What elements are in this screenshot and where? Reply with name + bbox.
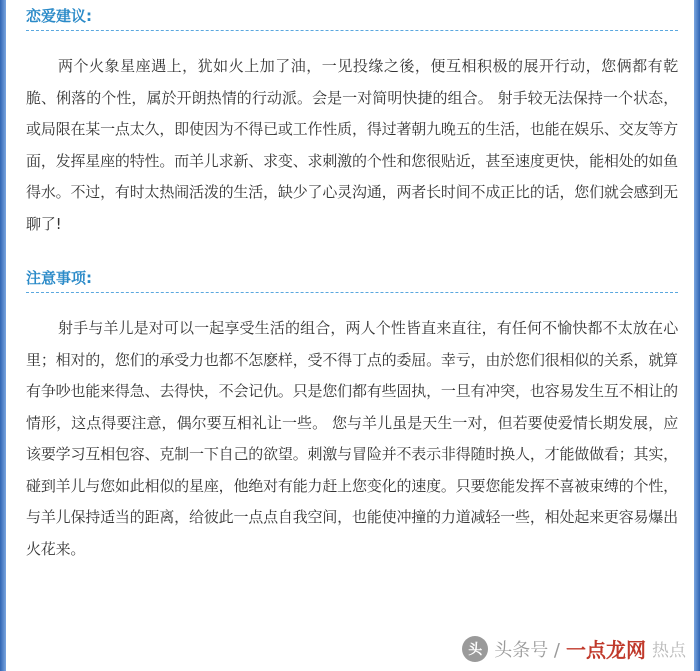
watermark [462, 634, 686, 663]
section-notes [26, 262, 678, 565]
dashed-divider [26, 292, 678, 293]
section-heading: 恋爱建议: [26, 7, 92, 25]
section-paragraph: 两个火象星座遇上，犹如火上加了油，一见投缘之後，便互相积极的展开行动，您俩都有乾脆、俐落的个性，属於开朗热情的行动派。会是一对简明快捷的组合。 射手较无法保持一个状态，或局限在某一点太久，即使因为不得已或工作性质，得过著朝九晚五的生活，也能在娱乐、交友等方面，发挥星座的特性。而羊儿求新、求变、求刺激的个性和您很贴近，甚至速度更快，能相处的如鱼得水。不过，有时太热闹活泼的生活，缺少了心灵沟通，两者长时间不成正比的话，您们就会感到无聊了! [26, 57, 678, 233]
section-love-advice [26, 0, 678, 240]
right-frame-border [694, 0, 700, 671]
section-heading: 注意事项: [26, 269, 92, 287]
left-frame-border [0, 0, 6, 671]
watermark-brand: 一点龙网 [566, 638, 646, 662]
watermark-prefix: 头条号 / [494, 639, 560, 661]
section-paragraph: 射手与羊儿是对可以一起享受生活的组合，两人个性皆直来直往，有任何不愉快都不太放在心里；相对的，您们的承受力也都不怎麽样，受不得丁点的委屈。幸亏，由於您们很相似的关系，就算有争吵也能来得急、去得快，不会记仇。只是您们都有些固执，一旦有冲突，也容易发生互不相让的情形，这点得要注意，偶尔要互相礼让一些。 您与羊儿虽是天生一对，但若要使爱情长期发展，应该要学习互相包容、克制一下自己的欲望。刺激与冒险并不表示非得随时换人，才能做做看；其实，碰到羊儿与您如此相似的星座，他绝对有能力赶上您变化的速度。只要您能发挥不喜被束缚的个性，与羊儿保持适当的距离，给彼此一点点自我空间，也能使冲撞的力道减轻一些，相处起来更容易爆出火花来。 [26, 319, 678, 558]
toutiao-logo-icon: 头 [462, 636, 488, 662]
article-content [26, 0, 678, 565]
dashed-divider [26, 30, 678, 31]
watermark-suffix: 热点 [652, 641, 686, 661]
